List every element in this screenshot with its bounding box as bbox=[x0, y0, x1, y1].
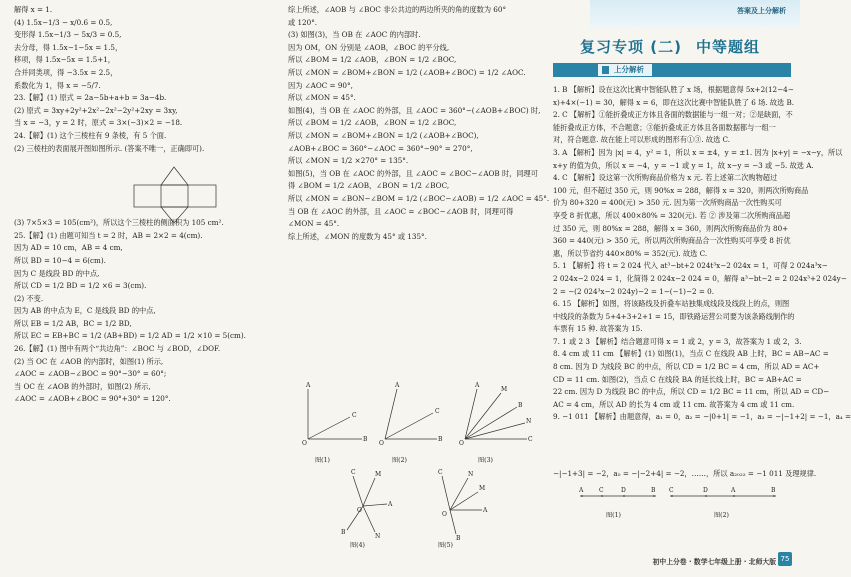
svg-text:A: A bbox=[306, 382, 311, 389]
svg-text:O: O bbox=[357, 507, 362, 514]
seg1-label: A bbox=[579, 487, 584, 494]
text-line: 得 ∠BOM = 1/2 ∠AOB，∠BON = 1/2 ∠BOC, bbox=[288, 181, 450, 191]
text-line: 享受 8 折优惠，所以 400×80% = 320(元). 若 ② 涉及第二次所购商品超 bbox=[553, 210, 791, 220]
svg-text:C: C bbox=[435, 408, 440, 415]
svg-text:A: A bbox=[475, 382, 480, 389]
svg-text:B: B bbox=[341, 529, 346, 536]
text-line: 解得 x = 1. bbox=[14, 5, 53, 14]
text-line: 因为 ∠AOC = 90°, bbox=[288, 80, 353, 90]
section-title bbox=[580, 36, 760, 57]
seg1-label: D bbox=[621, 487, 626, 494]
footer-text: 初中上分卷 · 数学七年级上册 · 北师大版 bbox=[652, 558, 776, 566]
seg2-label: C bbox=[669, 487, 674, 494]
text-line: 因为 AB 的中点为 E，C 是线段 BD 的中点, bbox=[14, 306, 156, 316]
angle-figure-4 bbox=[335, 470, 395, 540]
section-title-part1: 复习专项 (二) bbox=[580, 38, 682, 56]
text-line: −|−1+3| = −2，a₅ = −|−2+4| = −2，……，所以 a₂₀₂₂ = −1 011 及理规律. bbox=[553, 469, 817, 479]
text-line: 移项，得 1.5x−5x = 1.5+1， bbox=[14, 55, 115, 65]
text-line: 如图(5)，当 OB 在 ∠AOC 的外部，且 ∠AOC = ∠BOC−∠AOB 时，同理可 bbox=[288, 168, 538, 178]
text-line: (4) 1.5x−1/3 − x/0.6 = 0.5, bbox=[14, 17, 113, 27]
text-line: 价为 80+320 = 400(元) > 350 元. 因为第一次所购商品一次性购买可 bbox=[553, 198, 782, 208]
svg-text:B: B bbox=[456, 535, 461, 542]
page-number: 75 bbox=[778, 552, 792, 566]
angle-figure-2 bbox=[375, 383, 445, 453]
fig-caption: 图(2) bbox=[714, 512, 729, 519]
svg-text:M: M bbox=[375, 471, 382, 478]
angle-figure-1 bbox=[300, 383, 370, 453]
text-line: x+y 的值为负，所以 x = −4，y = −1 或 y = 1，故 x−y = −3 或 −5. 故选 A. bbox=[553, 160, 814, 170]
section-banner bbox=[553, 63, 791, 77]
text-line: 24.【解】(1) 这个三棱柱有 9 条棱，有 5 个面. bbox=[14, 130, 167, 140]
text-line: ∠MON = 45°. bbox=[288, 219, 340, 229]
fig-caption: 图(3) bbox=[478, 457, 493, 464]
fig-caption: 图(2) bbox=[392, 457, 407, 464]
header-corner-label: 答案及上分解析 bbox=[737, 7, 786, 15]
text-line: 7. 1 或 2 3 【解析】结合题意可得 x = 1 或 2，y = 3，故答案为 1 或 2，3. bbox=[553, 336, 802, 346]
segment-figure-2 bbox=[668, 486, 778, 506]
text-line: 2. C 【解析】①能折叠成正方体且各面的数据能与一组一对；②是缺面，不 bbox=[553, 110, 793, 120]
svg-text:C: C bbox=[528, 436, 533, 443]
text-line: 8. 4 cm 或 11 cm 【解析】(1) 如图(1)，当点 C 在线段 AB 上时，BC = AB−AC = bbox=[553, 349, 829, 359]
svg-text:M: M bbox=[479, 485, 486, 492]
text-line: ∠AOC = ∠AOB−∠BOC = 90°−30° = 60°; bbox=[14, 369, 167, 379]
text-line: (3) 7×5×3 = 105(cm²)，所以这个三棱柱的侧面积为 105 cm². bbox=[14, 218, 224, 228]
text-line: 变形得 1.5x−1/3 − 5x/3 = 0.5, bbox=[14, 30, 122, 40]
text-line: CD = 11 cm. 如图(2)，当点 C 在线段 BA 的延长线上时，BC = AB+AC = bbox=[553, 374, 802, 384]
text-line: 过 350 元，则 80%x = 288，解得 x = 360，则两次所购商品价为 80+ bbox=[553, 223, 789, 233]
seg2-label: A bbox=[731, 487, 736, 494]
text-line: 或 120°. bbox=[288, 17, 318, 27]
svg-text:A: A bbox=[483, 507, 488, 514]
text-line: 2 024x−2 024 = 1，化简得 2 024x−2 024 = 0，解得 a³−bt−2 = 2 024x³+2 024y− bbox=[553, 273, 847, 283]
text-line: 26.【解】(1) 图中有两个“共边角”：∠BOC 与 ∠BOD，∠DOF. bbox=[14, 344, 221, 354]
right-column bbox=[553, 84, 851, 481]
text-line: 综上所述，∠MON 的度数为 45° 或 135°. bbox=[288, 231, 427, 241]
text-line: 当 x = −3，y = 2 时，原式 = 3×(−3)×2 = −18. bbox=[14, 118, 183, 128]
text-line: AC = 4 cm，所以 AD 的长为 4 cm 或 11 cm. 故答案为 4 cm 或 11 cm. bbox=[553, 399, 795, 409]
svg-text:A: A bbox=[395, 382, 400, 389]
text-line: x)+4×(−1) = 30，解得 x = 6，即在这次比赛中智能队胜了 6 场. 故选 B. bbox=[553, 97, 795, 107]
text-line: 对，符合题意. 故在能上可以形成的图形有①③. 故选 C. bbox=[553, 135, 731, 145]
text-line: 车票有 15 种. 故答案为 15. bbox=[553, 324, 643, 334]
text-line: 3. A 【解析】因为 |x| = 4，y² = 1，所以 x = ±4，y = ±1. 因为 |x+y| = −x−y，所以 bbox=[553, 147, 843, 157]
text-line: 8 cm. 因为 D 为线段 BC 的中点，所以 CD = 1/2 BC = 4 cm，所以 AD = AC+ bbox=[553, 362, 820, 372]
text-line: 因为 OM，ON 分别是 ∠AOB，∠BOC 的平分线, bbox=[288, 42, 450, 52]
svg-text:B: B bbox=[363, 436, 368, 443]
text-line: 25.【解】(1) 由题可知当 t = 2 时，AB = 2×2 = 4(cm). bbox=[14, 230, 203, 240]
svg-text:O: O bbox=[459, 440, 464, 447]
angle-figure-3 bbox=[455, 383, 535, 453]
text-line: 系数化为 1，得 x = −5/7. bbox=[14, 80, 101, 90]
text-line: 所以 BD = 10−4 = 6(cm). bbox=[14, 255, 106, 265]
text-line: 所以 ∠MON = ∠BOM+∠BON = 1/2 (∠AOB+∠BOC), bbox=[288, 130, 479, 140]
text-line: 4. C 【解析】设这第一次所购商品价格为 x 元. 若上述第二次购物超过 bbox=[553, 173, 778, 183]
svg-text:B: B bbox=[518, 402, 523, 409]
fig-caption: 图(1) bbox=[606, 512, 621, 519]
text-line: 所以 ∠BOM = 1/2 ∠AOB，∠BON = 1/2 ∠BOC, bbox=[288, 118, 457, 128]
angle-figure-5 bbox=[420, 470, 490, 540]
text-line: (2) 当 OC 在 ∠AOB 的内部时，如图(1) 所示, bbox=[14, 356, 164, 366]
text-line: 所以 ∠MON = 45°. bbox=[288, 93, 356, 103]
text-line: 因为 C 是线段 BD 的中点, bbox=[14, 268, 100, 278]
svg-text:O: O bbox=[442, 511, 447, 518]
text-line: 6. 15 【解析】如图，将该路线及折叠车站独集成线段及线段上的点，则图 bbox=[553, 299, 790, 309]
seg1-label: B bbox=[651, 487, 656, 494]
svg-text:O: O bbox=[379, 440, 384, 447]
section-title-part2: 中等题组 bbox=[695, 38, 760, 56]
text-line: 能折叠成正方体，不合题意；③能折叠成正方体且各面数据都与一组一 bbox=[553, 122, 776, 132]
svg-text:O: O bbox=[302, 440, 307, 447]
text-line: 所以 EC = EB+BC = 1/2 (AB+BD) = 1/2 AD = 1/2 ×10 = 5(cm). bbox=[14, 331, 246, 341]
text-line: 中线段的条数为 5+4+3+2+1 = 15，即铁路运营公司要为该条路线制作的 bbox=[553, 311, 795, 321]
seg1-label: C bbox=[599, 487, 604, 494]
text-line: (2) 三棱柱的表面展开图如图所示. (答案不唯一，正确即可). bbox=[14, 143, 205, 153]
svg-text:M: M bbox=[501, 386, 508, 393]
text-line: ∠AOC = ∠AOB+∠BOC = 90°+30° = 120°. bbox=[14, 394, 171, 404]
svg-text:N: N bbox=[526, 418, 532, 425]
svg-text:C: C bbox=[351, 469, 356, 476]
svg-text:N: N bbox=[468, 471, 474, 478]
seg2-label: B bbox=[771, 487, 776, 494]
text-line: 综上所述，∠AOB 与 ∠BOC 非公共边的两边所夹的角的度数为 60° bbox=[288, 5, 507, 14]
svg-text:C: C bbox=[438, 469, 443, 476]
prism-net-figure bbox=[120, 165, 230, 225]
svg-text:A: A bbox=[388, 501, 393, 508]
text-line: 9. −1 011 【解析】由题意得，a₁ = 0，a₂ = −|0+1| = −1，a₃ = −|−1+2| = −1，a₄ = bbox=[553, 412, 851, 422]
svg-text:N: N bbox=[375, 533, 381, 540]
section-banner-label: 上分解析 bbox=[598, 64, 652, 76]
fig-caption: 图(1) bbox=[315, 457, 330, 464]
text-line: (3) 如图(3)，当 OB 在 ∠AOC 的内部时. bbox=[288, 30, 421, 40]
figure-spacer bbox=[553, 424, 791, 468]
text-line: 1. B 【解析】设在这次比赛中智能队胜了 x 场，根据题意得 5x+2(12−4− bbox=[553, 85, 794, 94]
text-line: 2 = −(2 024³x−2 024y)−2 = 1−(−1)−2 = 0. bbox=[553, 286, 714, 296]
fig-caption: 图(4) bbox=[350, 542, 365, 549]
text-line: 当 OC 在 ∠AOB 的外部时，如图(2) 所示, bbox=[14, 381, 151, 391]
text-line: ∠AOB+∠BOC = 360°−∠AOC = 360°−90° = 270°, bbox=[288, 143, 473, 153]
text-line: 所以 CD = 1/2 BD = 1/2 ×6 = 3(cm). bbox=[14, 281, 147, 291]
svg-text:B: B bbox=[438, 436, 443, 443]
text-line: 23.【解】(1) 原式 = 2a−5b+a+b = 3a−4b. bbox=[14, 93, 167, 103]
header-bar bbox=[590, 0, 800, 28]
text-line: 100 元，但不超过 350 元，则 90%x = 288，解得 x = 320，则两次所购商品 bbox=[553, 185, 809, 195]
text-line: 如图(4)，当 OB 在 ∠AOC 的外部，且 ∠AOC = 360°−(∠AOB+∠BOC) 时, bbox=[288, 105, 541, 115]
text-line: 所以 ∠MON = 1/2 ×270° = 135°. bbox=[288, 156, 409, 166]
text-line: 所以 ∠BOM = 1/2 ∠AOB，∠BON = 1/2 ∠BOC, bbox=[288, 55, 457, 65]
text-line: (2) 原式 = 3xy+2y²+2x²−2x²−2y²+2xy = 3xy, bbox=[14, 105, 178, 115]
text-line: 惠，所以节省约 440×80% = 352(元). 故选 C. bbox=[553, 248, 708, 258]
text-line: 合并同类项，得 −3.5x = 2.5， bbox=[14, 67, 118, 77]
text-line: 所以 ∠MON = ∠BOM+∠BON = 1/2 (∠AOB+∠BOC) = 1/2 ∠AOC. bbox=[288, 67, 526, 77]
text-line: 因为 AD = 10 cm，AB = 4 cm, bbox=[14, 243, 123, 253]
text-line: 当 OB 在 ∠AOC 的外部，且 ∠AOC = ∠BOC−∠AOB 时，同理可得 bbox=[288, 206, 514, 216]
text-line: 22 cm. 因为 D 为线段 BC 的中点，所以 CD = 1/2 BC = 11 cm，所以 AD = CD− bbox=[553, 387, 830, 397]
svg-text:C: C bbox=[352, 412, 357, 419]
fig-caption: 图(5) bbox=[438, 542, 453, 549]
middle-column bbox=[288, 4, 548, 243]
text-line: 所以 ∠MON = ∠BON−∠BOM = 1/2 (∠BOC−∠AOB) = 1/2 ∠AOC = 45°. bbox=[288, 193, 550, 203]
text-line: (2) 不变. bbox=[14, 293, 44, 303]
segment-figure-1 bbox=[578, 486, 658, 506]
text-line: 5. 1 【解析】将 t = 2 024 代入 at³−bt+2 024t³x−2 024x = 1，可得 2 024a³x− bbox=[553, 261, 828, 271]
text-line: 去分母，得 1.5x−1−5x = 1.5， bbox=[14, 42, 123, 52]
text-line: 所以 EB = 1/2 AB，BC = 1/2 BD, bbox=[14, 318, 132, 328]
seg2-label: D bbox=[703, 487, 708, 494]
text-line: 360 = 440(元) > 350 元，所以两次所购商品合一次性购买可享受 8 折优 bbox=[553, 236, 791, 246]
